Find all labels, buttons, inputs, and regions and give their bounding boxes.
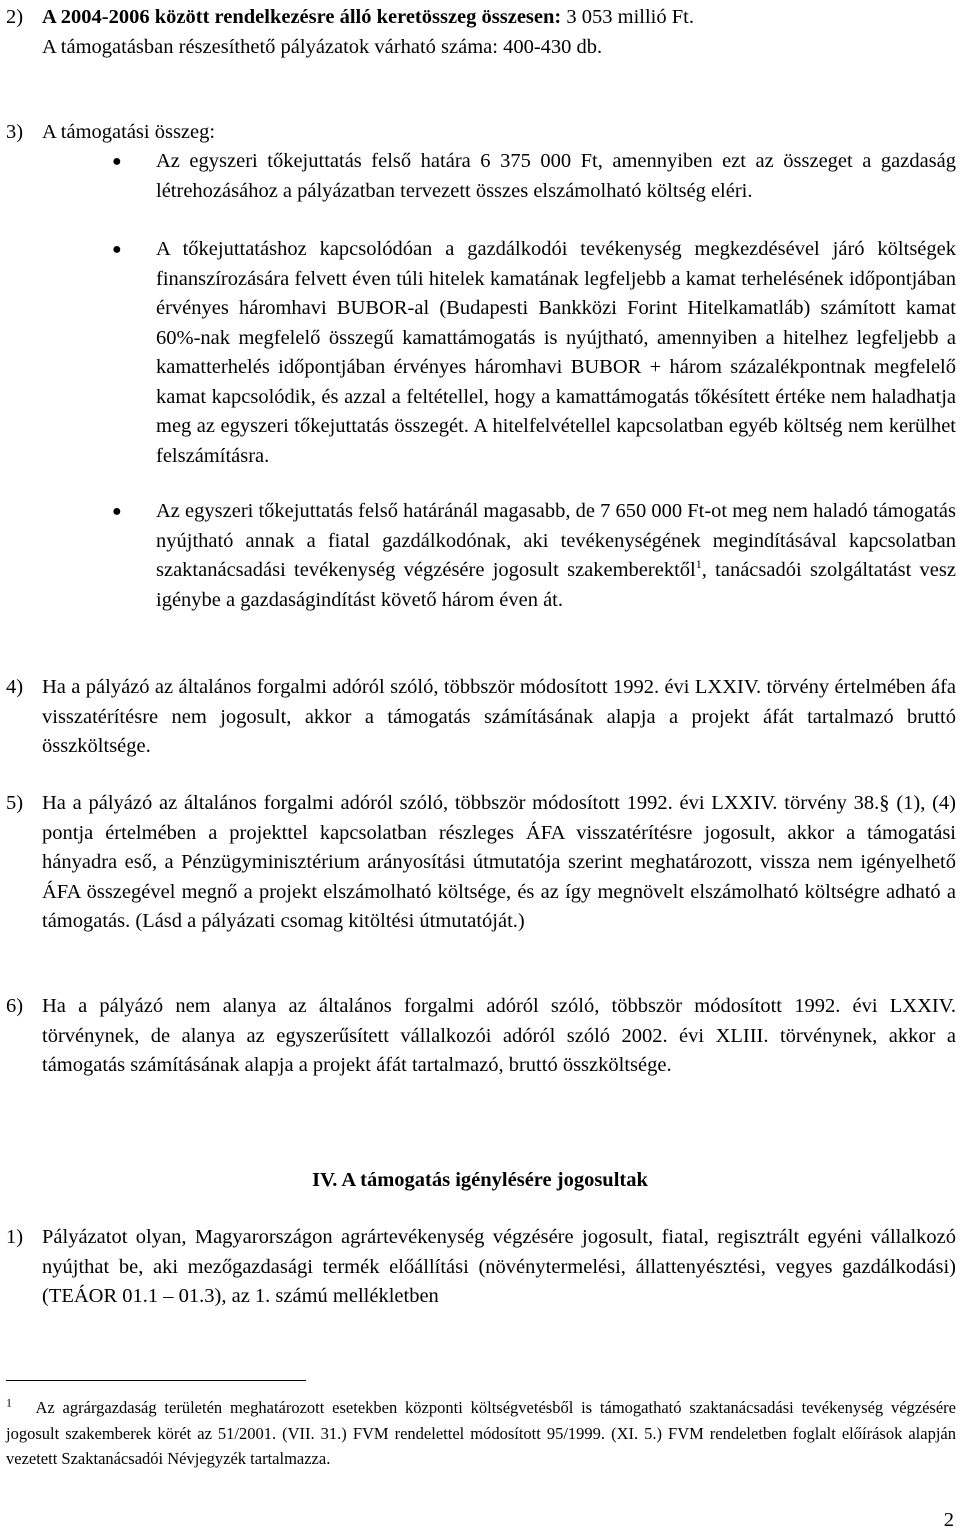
bullet-icon: ● — [112, 153, 122, 170]
footnote — [6, 1395, 956, 1472]
item-2-application-count: A támogatásban részesíthető pályázatok várható száma: 400-430 db. — [42, 35, 603, 58]
item-3-number: 3) — [6, 121, 24, 143]
footnote-number: 1 — [6, 1395, 12, 1410]
bullet-item — [112, 147, 956, 206]
bullet-item — [112, 235, 956, 471]
footnote-reference[interactable]: 1 — [695, 557, 702, 572]
item-6-number: 6) — [6, 995, 24, 1017]
item-3 — [6, 118, 956, 148]
bullet-icon: ● — [112, 503, 122, 520]
item-5-text: Ha a pályázó az általános forgalmi adóról szóló, többször módosított 1992. évi LXXIV. törvény 38.§ (1), (4) pontja értelmében a projekttel kapcsolatban részleges ÁFA visszatérítésre jogosult, akkor a támogatási hányadra eső, a Pénzügyminisztérium arányosítási útmutatója szerint meghatározott, vissza nem igényelhető ÁFA összegével megnő a projekt elszámolható költsége, és az így megnövelt elszámolható költségre adható a támogatás. (Lásd a pályázati csomag kitöltési útmutatóját.) — [42, 792, 956, 932]
section-item-1 — [6, 1223, 956, 1312]
bullet-icon: ● — [112, 241, 122, 258]
bullet-text: Az egyszeri tőkejuttatás felső határánál magasabb, de 7 650 000 Ft-ot meg nem haladó támogatás nyújtható annak a fiatal gazdálkodónak, aki tevékenységének megindításával kapcsolatban szaktanácsadási tevékenység végzésére jogosult szakemberektől$^1$, tanácsadói szolgáltatást vesz igénybe a gazdaságindítást követő három éven át. — [156, 500, 956, 611]
section-heading: IV. A támogatás igénylésére jogosultak — [312, 1169, 648, 1191]
item-3-title: A támogatási összeg: — [42, 121, 216, 143]
bullet-text: Az egyszeri tőkejuttatás felső határa 6 375 000 Ft, amennyiben ezt az összeget a gazdaság létrehozásához a pályázatban tervezett összes elszámolható költség eléri. — [156, 150, 956, 202]
page-number: 2 — [943, 1509, 954, 1531]
item-5-number: 5) — [6, 792, 24, 814]
bullet-text: A tőkejuttatáshoz kapcsolódóan a gazdálkodói tevékenység megkezdésével járó költségek finanszírozására felvett éven túli hitelek kamatának legfeljebb a kamat terhelésének időpontjában érvényes háromhavi BUBOR-al (Budapesti Bankközi Forint Hitelkamatláb) számított kamat 60%-nak megfelelő összegű kamattámogatás is nyújtható, amennyiben a hitelhez legfeljebb a kamatterhelés időpontjában érvényes háromhavi BUBOR + három százalékpontnak megfelelő kamat kapcsolódik, és azzal a feltétellel, hogy a kamattámogatás tőkésített értéke nem haladhatja meg az egyszeri tőkejuttatás összegét. A hitelfelvétellel kapcsolatban egyéb költség nem kerülhet felszámításra. — [156, 238, 956, 467]
footnote-text: Az agrárgazdaság területén meghatározott esetekben központi költségvetésből is támogatható szaktanácsadási tevékenység végzésére jogosult szakemberek körét az 51/2001. (VII. 31.) FVM rendelettel módosított 95/1999. (XI. 5.) FVM rendeletben foglalt előírások alapján vezetett Szaktanácsadói Névjegyzék tartalmazza. — [6, 1398, 956, 1468]
item-6-text: Ha a pályázó nem alanya az általános forgalmi adóról szóló, többször módosított 1992. évi LXXIV. törvénynek, de alanya az egyszerűsített vállalkozói adóról szóló 2002. évi XLIII. törvénynek, akkor a támogatás számításának alapja a projekt áfát tartalmazó, bruttó összköltsége. — [42, 995, 956, 1076]
item-4-number: 4) — [6, 676, 24, 698]
item-6 — [6, 992, 956, 1081]
footnote-divider — [6, 1380, 306, 1381]
item-2-number: 2) — [6, 6, 24, 28]
item-2 — [6, 3, 956, 62]
item-5 — [6, 789, 956, 937]
section-item-1-text: Pályázatot olyan, Magyarországon agrártevékenység végzésére jogosult, fiatal, regisztrált egyéni vállalkozó nyújthat be, aki mezőgazdasági termék előállítási (növénytermelési, állattenyésztési, vegyes gazdálkodási) (TEÁOR 01.1 – 01.3), az 1. számú mellékletben — [42, 1226, 956, 1307]
bullet-item — [112, 497, 956, 615]
item-4-text: Ha a pályázó az általános forgalmi adóról szóló, többször módosított 1992. évi LXXIV. törvény értelmében áfa visszatérítésre nem jogosult, akkor a támogatás számításának alapja a projekt áfát tartalmazó bruttó összköltsége. — [42, 676, 956, 757]
item-2-amount: 3 053 millió Ft. — [566, 6, 694, 28]
item-4 — [6, 673, 956, 762]
item-2-heading: A 2004-2006 között rendelkezésre álló keretösszeg összesen: — [42, 6, 562, 28]
section-item-1-number: 1) — [6, 1226, 24, 1248]
